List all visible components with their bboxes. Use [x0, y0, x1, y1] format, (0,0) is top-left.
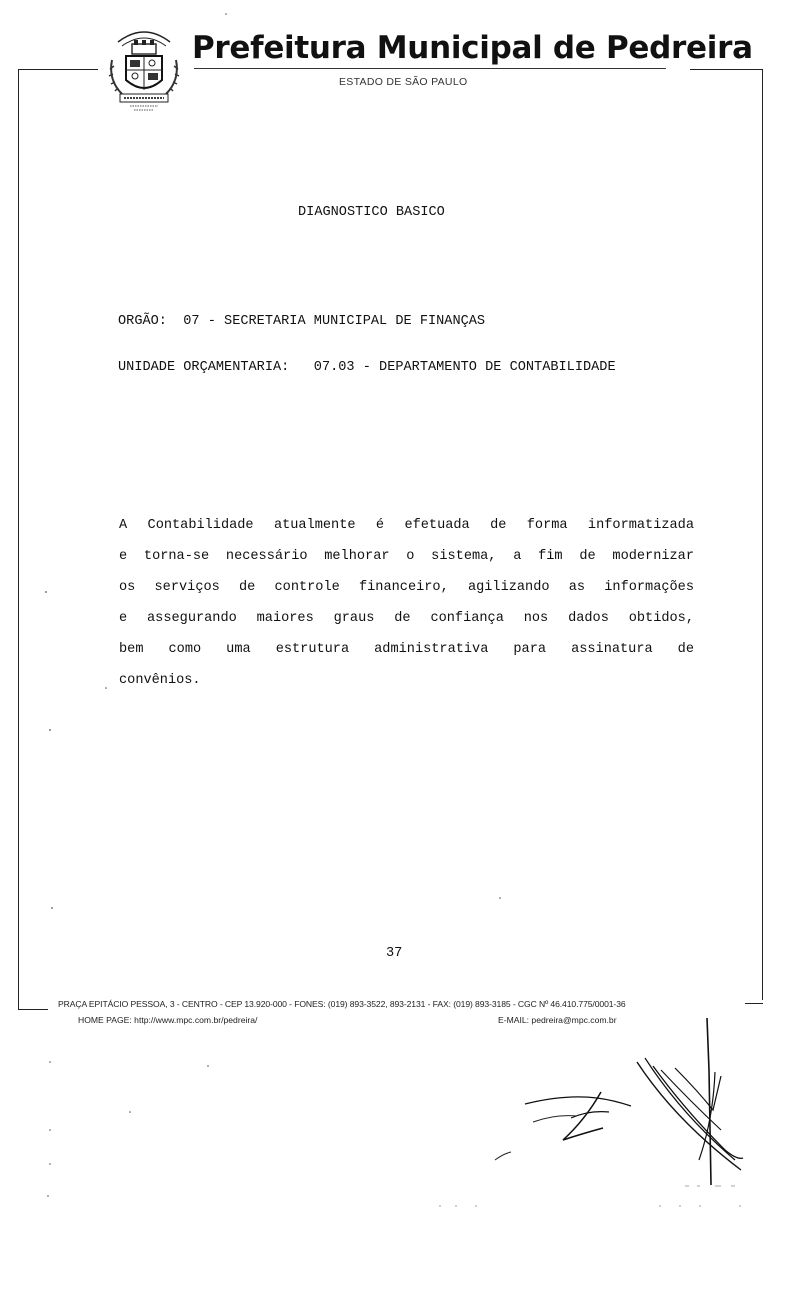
letterhead-title: Prefeitura Municipal de Pedreira: [192, 30, 753, 66]
footer-address: PRAÇA EPITÁCIO PESSOA, 3 - CENTRO - CEP 13.920-000 - FONES: (019) 893-3522, 893-2131 - FAX: (019) 893-3185 - CGC Nº 46.410.775/0001-36: [58, 999, 626, 1009]
frame-line-top-right: [690, 69, 762, 70]
page-number: 37: [386, 946, 403, 961]
body-paragraph: [119, 510, 694, 696]
frame-line-bottom-right: [745, 1003, 763, 1004]
frame-line-right: [762, 69, 763, 1000]
handwritten-signature: [485, 1010, 755, 1195]
footer-email: E-MAIL: pedreira@mpc.com.br: [498, 1015, 617, 1025]
municipal-crest-icon: [104, 20, 184, 116]
letterhead-rule: [194, 68, 666, 69]
paragraph-line: bem como uma estrutura administrativa para assinatura de: [119, 642, 694, 657]
frame-line-bottom-left: [18, 1009, 48, 1010]
frame-line-left: [18, 69, 19, 1009]
letterhead-subtitle: ESTADO DE SÃO PAULO: [339, 76, 468, 88]
paragraph-line: e torna-se necessário melhorar o sistema, a fim de modernizar: [119, 549, 694, 564]
paragraph-line: e assegurando maiores graus de confiança nos dados obtidos,: [119, 611, 694, 626]
paragraph-line: os serviços de controle financeiro, agilizando as informações: [119, 580, 694, 595]
document-title: DIAGNOSTICO BASICO: [298, 205, 445, 220]
footer-homepage: HOME PAGE: http://www.mpc.com.br/pedreira/: [78, 1015, 258, 1025]
unidade-orcamentaria-field: UNIDADE ORÇAMENTARIA: 07.03 - DEPARTAMENTO DE CONTABILIDADE: [118, 360, 616, 375]
orgao-field: ORGÃO: 07 - SECRETARIA MUNICIPAL DE FINANÇAS: [118, 314, 486, 329]
frame-line-top-left: [18, 69, 98, 70]
paragraph-line: A Contabilidade atualmente é efetuada de forma informatizada: [119, 518, 694, 533]
paragraph-line: convênios.: [119, 673, 201, 688]
